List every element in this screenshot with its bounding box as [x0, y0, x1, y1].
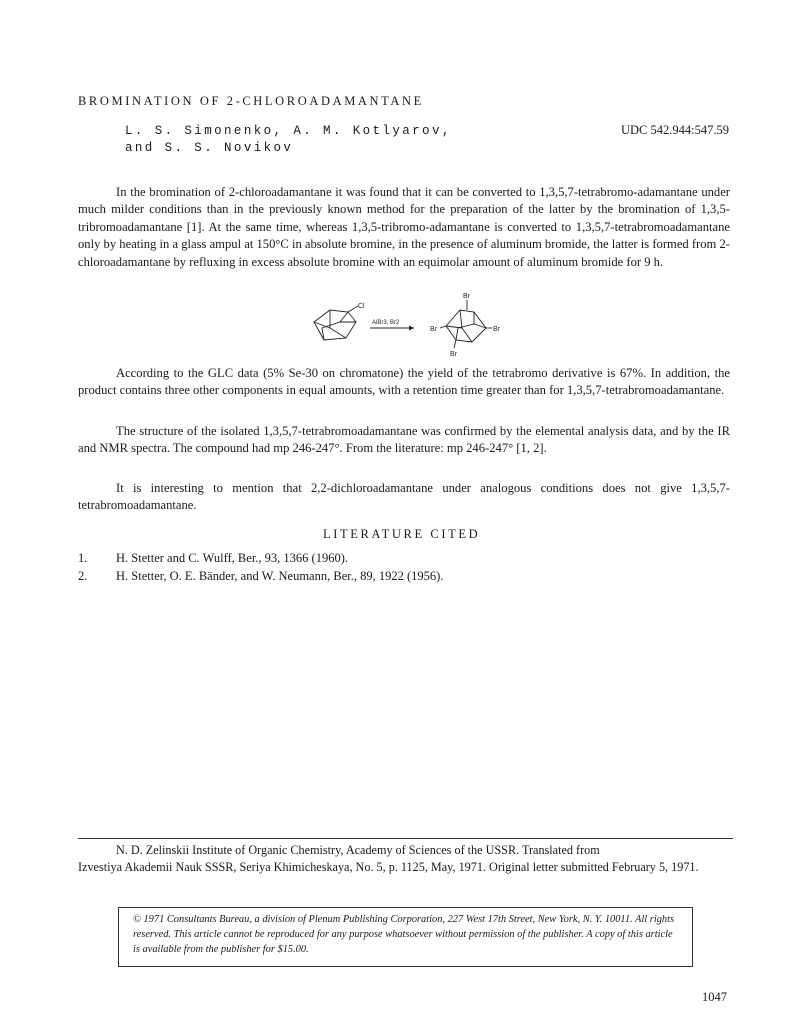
product-structure [440, 300, 492, 348]
footnote-divider [78, 838, 733, 839]
product-br-bottom: Br [450, 351, 457, 358]
reference-item [78, 551, 348, 566]
author-list [125, 123, 452, 157]
product-br-left: Br [430, 326, 437, 333]
reference-number: 2. [78, 569, 88, 583]
product-br-right: Br [493, 326, 500, 333]
paragraph-dichloro: It is interesting to mention that 2,2-dichloroadamantane under analogous conditions does not give 1,3,5,7-tetrabromoadamantane. [78, 481, 730, 513]
reactant-structure [314, 306, 358, 340]
reaction-scheme [300, 288, 530, 360]
paragraph-structure: The structure of the isolated 1,3,5,7-tetrabromoadamantane was confirmed by the elemental analysis data, and by the IR and NMR spectra. The compound had mp 246-247°. From the literature: mp 246-247° [1, 2]. [78, 424, 730, 456]
product-br-top: Br [463, 293, 470, 300]
page-number: 1047 [702, 990, 727, 1004]
author-line-1: L. S. Simonenko, A. M. Kotlyarov, [125, 124, 452, 138]
literature-heading: LITERATURE CITED [323, 527, 481, 541]
reagent-label: AlBr3, Br2 [372, 320, 400, 326]
arrow-head [409, 326, 414, 331]
paragraph-intro: In the bromination of 2-chloroadamantane it was found that it can be converted to 1,3,5,7-tetrabromo-adamantane under much milder conditions than in the previously known method for the preparation of the latter by the bromination of 1,3,5-tribromoadamantane [1]. At the same time, whereas 1,3,5-tribromo-adamantane is converted to 1,3,5,7-tetrabromoadamantane only by heating in a glass ampul at 150°C in absolute bromine, in the presence of aluminum bromide, the latter is formed from 2-chloroadamantane by refluxing in excess absolute bromine with an equimolar amount of aluminum bromide for 9 h. [78, 185, 730, 269]
author-line-2: and S. S. Novikov [125, 141, 294, 155]
footnote-rest: Izvestiya Akademii Nauk SSSR, Seriya Khimicheskaya, No. 5, p. 1125, May, 1971. Original letter submitted February 5, 1971. [78, 860, 699, 875]
article-title: BROMINATION OF 2-CHLOROADAMANTANE [78, 94, 424, 108]
paragraph-glc: According to the GLC data (5% Se-30 on chromatone) the yield of the tetrabromo derivative is 67%. In addition, the product contains three other components in equal amounts, with a retention time greater than for 1,3,5,7-tetrabromoadamantane. [78, 366, 730, 398]
reference-text: H. Stetter and C. Wulff, Ber., 93, 1366 (1960). [116, 551, 348, 565]
footnote-line-1: N. D. Zelinskii Institute of Organic Chemistry, Academy of Sciences of the USSR. Translated from [116, 843, 600, 857]
reference-item [78, 569, 443, 584]
copyright-box [118, 907, 693, 967]
footnote [78, 842, 738, 877]
copyright-text: © 1971 Consultants Bureau, a division of Plenum Publishing Corporation, 227 West 17th Street, New York, N. Y. 10011. All rights reserved. This article cannot be reproduced for any purpose whatsoever without permission of the publisher. A copy of this article is available from the publisher for $15.00. [133, 914, 675, 955]
udc-code: UDC 542.944:547.59 [621, 123, 729, 137]
reactant-cl-label: Cl [358, 303, 365, 310]
reference-number: 1. [78, 551, 88, 565]
reference-text: H. Stetter, O. E. Bänder, and W. Neumann, Ber., 89, 1922 (1956). [116, 569, 444, 583]
